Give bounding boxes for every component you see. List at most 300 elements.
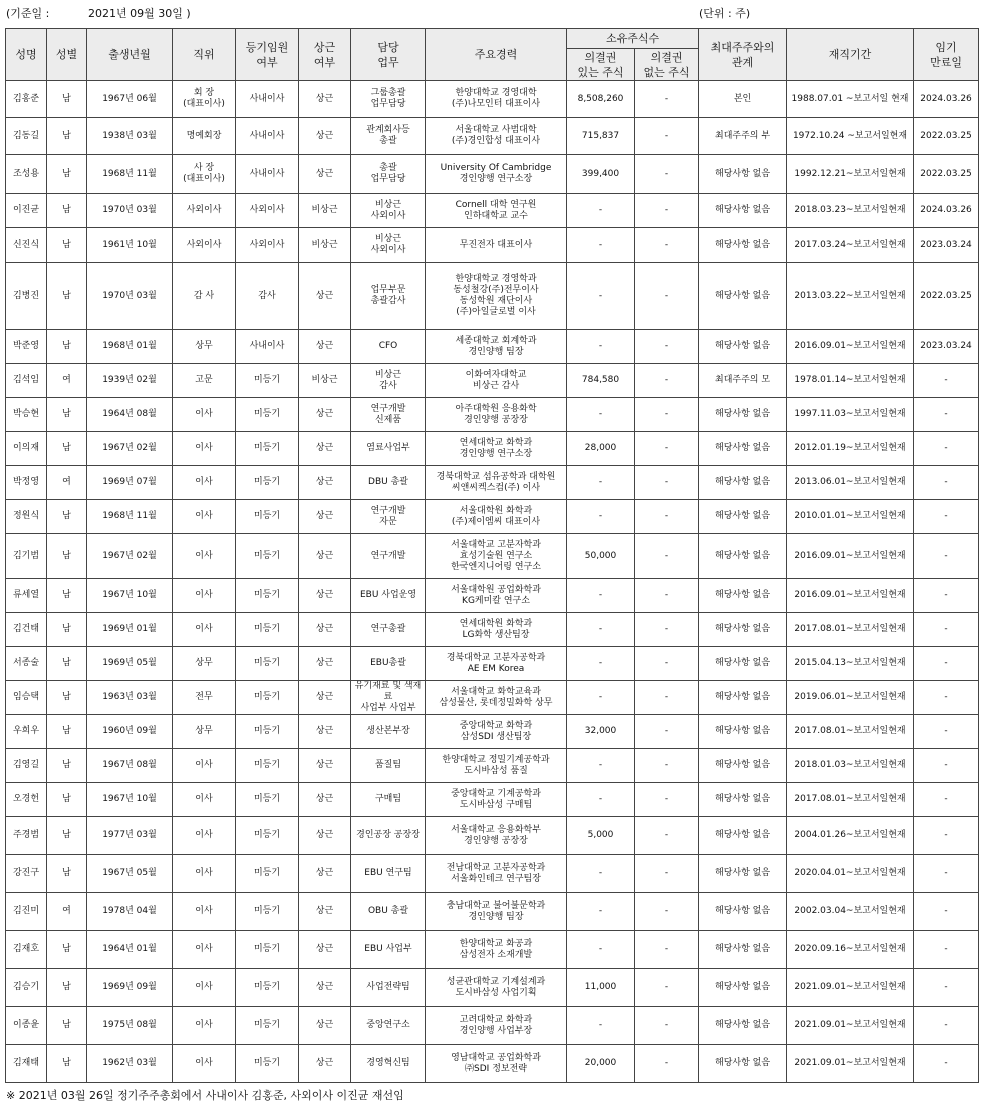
table-row bbox=[6, 931, 979, 969]
cell-name: 이진균 bbox=[6, 194, 47, 228]
cell-career: 한양대학교 화공과 삼성전자 소재개발 bbox=[426, 931, 567, 969]
cell-term: - bbox=[914, 893, 979, 931]
cell-voting: 715,837 bbox=[567, 118, 635, 155]
cell-name: 김홍준 bbox=[6, 81, 47, 118]
cell-term: - bbox=[914, 534, 979, 579]
base-date-label: (기준일 : bbox=[6, 7, 50, 20]
cell-registered: 미등기 bbox=[236, 893, 299, 931]
cell-term: - bbox=[914, 613, 979, 647]
cell-career: 서울대학교 고분자학과 효성기술원 연구소 한국엔지니어링 연구소 bbox=[426, 534, 567, 579]
cell-registered: 미등기 bbox=[236, 466, 299, 500]
cell-registered: 미등기 bbox=[236, 681, 299, 715]
table-row bbox=[6, 579, 979, 613]
table-row bbox=[6, 715, 979, 749]
cell-term: 2023.03.24 bbox=[914, 228, 979, 263]
cell-birth: 1977년 03월 bbox=[87, 817, 173, 855]
cell-registered: 사외이사 bbox=[236, 194, 299, 228]
cell-fulltime: 상근 bbox=[299, 783, 351, 817]
cell-position: 이사 bbox=[173, 466, 236, 500]
cell-relation: 해당사항 없음 bbox=[699, 931, 787, 969]
cell-gender: 남 bbox=[47, 1045, 87, 1083]
cell-name: 조성용 bbox=[6, 155, 47, 194]
cell-relation: 해당사항 없음 bbox=[699, 855, 787, 893]
cell-career: 전남대학교 고분자공학과 서울화인테크 연구팀장 bbox=[426, 855, 567, 893]
cell-gender: 남 bbox=[47, 647, 87, 681]
cell-relation: 해당사항 없음 bbox=[699, 579, 787, 613]
cell-fulltime: 상근 bbox=[299, 969, 351, 1007]
cell-nonvoting: - bbox=[635, 81, 699, 118]
cell-position: 고문 bbox=[173, 364, 236, 398]
cell-registered: 미등기 bbox=[236, 969, 299, 1007]
cell-nonvoting: - bbox=[635, 500, 699, 534]
base-date-value: 2021년 09월 30일 ) bbox=[88, 7, 191, 20]
cell-name: 이종윤 bbox=[6, 1007, 47, 1045]
cell-nonvoting: - bbox=[635, 118, 699, 155]
cell-term: - bbox=[914, 749, 979, 783]
cell-nonvoting: - bbox=[635, 613, 699, 647]
cell-nonvoting: - bbox=[635, 931, 699, 969]
cell-gender: 남 bbox=[47, 500, 87, 534]
cell-fulltime: 비상근 bbox=[299, 194, 351, 228]
cell-career: 한양대학교 경영대학 (주)나모인터 대표이사 bbox=[426, 81, 567, 118]
cell-nonvoting: - bbox=[635, 749, 699, 783]
cell-term: - bbox=[914, 681, 979, 715]
cell-voting: 8,508,260 bbox=[567, 81, 635, 118]
cell-tenure: 2017.03.24~보고서일현재 bbox=[787, 228, 914, 263]
cell-duty: 경영혁신팀 bbox=[351, 1045, 426, 1083]
cell-tenure: 2020.09.16~보고서일현재 bbox=[787, 931, 914, 969]
cell-birth: 1960년 09월 bbox=[87, 715, 173, 749]
cell-duty: 연구총괄 bbox=[351, 613, 426, 647]
cell-position: 상무 bbox=[173, 330, 236, 364]
cell-term: 2024.03.26 bbox=[914, 81, 979, 118]
cell-tenure: 2020.04.01~보고서일현재 bbox=[787, 855, 914, 893]
cell-relation: 해당사항 없음 bbox=[699, 647, 787, 681]
cell-name: 김동길 bbox=[6, 118, 47, 155]
cell-voting: - bbox=[567, 1007, 635, 1045]
cell-position: 이사 bbox=[173, 1007, 236, 1045]
cell-registered: 미등기 bbox=[236, 500, 299, 534]
cell-birth: 1969년 09월 bbox=[87, 969, 173, 1007]
executives-table-body bbox=[6, 81, 979, 1083]
cell-voting: - bbox=[567, 263, 635, 330]
cell-position: 이사 bbox=[173, 855, 236, 893]
cell-fulltime: 상근 bbox=[299, 647, 351, 681]
cell-registered: 미등기 bbox=[236, 647, 299, 681]
cell-voting: - bbox=[567, 466, 635, 500]
cell-duty: CFO bbox=[351, 330, 426, 364]
cell-registered: 미등기 bbox=[236, 534, 299, 579]
cell-birth: 1968년 01월 bbox=[87, 330, 173, 364]
cell-tenure: 2021.09.01~보고서일현재 bbox=[787, 1007, 914, 1045]
cell-career: 연세대학원 화학과 LG화학 생산팀장 bbox=[426, 613, 567, 647]
cell-career: 경북대학교 고분자공학과 AE EM Korea bbox=[426, 647, 567, 681]
table-row bbox=[6, 118, 979, 155]
cell-gender: 남 bbox=[47, 228, 87, 263]
cell-nonvoting: - bbox=[635, 715, 699, 749]
cell-relation: 해당사항 없음 bbox=[699, 398, 787, 432]
cell-duty: OBU 총괄 bbox=[351, 893, 426, 931]
cell-birth: 1969년 05월 bbox=[87, 647, 173, 681]
cell-gender: 남 bbox=[47, 969, 87, 1007]
cell-gender: 남 bbox=[47, 398, 87, 432]
cell-term: - bbox=[914, 432, 979, 466]
cell-voting: - bbox=[567, 398, 635, 432]
cell-gender: 남 bbox=[47, 118, 87, 155]
cell-voting: 50,000 bbox=[567, 534, 635, 579]
cell-registered: 미등기 bbox=[236, 1007, 299, 1045]
cell-duty: 구매팀 bbox=[351, 783, 426, 817]
cell-name: 오경헌 bbox=[6, 783, 47, 817]
cell-duty: EBU 연구팀 bbox=[351, 855, 426, 893]
table-row bbox=[6, 330, 979, 364]
cell-relation: 해당사항 없음 bbox=[699, 330, 787, 364]
cell-fulltime: 상근 bbox=[299, 749, 351, 783]
cell-registered: 사내이사 bbox=[236, 155, 299, 194]
cell-career: 연세대학교 화학과 경인양행 연구소장 bbox=[426, 432, 567, 466]
cell-duty: 총괄 업무담당 bbox=[351, 155, 426, 194]
cell-relation: 해당사항 없음 bbox=[699, 969, 787, 1007]
cell-birth: 1967년 10월 bbox=[87, 579, 173, 613]
cell-name: 김건태 bbox=[6, 613, 47, 647]
cell-tenure: 2017.08.01~보고서일현재 bbox=[787, 783, 914, 817]
cell-name: 김석임 bbox=[6, 364, 47, 398]
col-header-term: 임기 만료일 bbox=[914, 29, 979, 81]
cell-duty: EBU 사업운영 bbox=[351, 579, 426, 613]
table-row bbox=[6, 893, 979, 931]
cell-fulltime: 비상근 bbox=[299, 228, 351, 263]
cell-fulltime: 상근 bbox=[299, 1007, 351, 1045]
cell-birth: 1967년 02월 bbox=[87, 534, 173, 579]
cell-gender: 남 bbox=[47, 613, 87, 647]
cell-relation: 해당사항 없음 bbox=[699, 534, 787, 579]
cell-relation: 해당사항 없음 bbox=[699, 500, 787, 534]
cell-nonvoting: - bbox=[635, 969, 699, 1007]
cell-fulltime: 상근 bbox=[299, 681, 351, 715]
cell-fulltime: 상근 bbox=[299, 855, 351, 893]
col-header-registered: 등기임원 여부 bbox=[236, 29, 299, 81]
table-row bbox=[6, 364, 979, 398]
table-row bbox=[6, 228, 979, 263]
cell-tenure: 1978.01.14~보고서일현재 bbox=[787, 364, 914, 398]
cell-tenure: 2018.03.23~보고서일현재 bbox=[787, 194, 914, 228]
cell-birth: 1969년 07월 bbox=[87, 466, 173, 500]
cell-birth: 1978년 04월 bbox=[87, 893, 173, 931]
cell-fulltime: 상근 bbox=[299, 715, 351, 749]
cell-nonvoting: - bbox=[635, 681, 699, 715]
cell-name: 강진구 bbox=[6, 855, 47, 893]
cell-tenure: 2010.01.01~보고서일현재 bbox=[787, 500, 914, 534]
cell-birth: 1968년 11월 bbox=[87, 155, 173, 194]
cell-voting: 5,000 bbox=[567, 817, 635, 855]
cell-name: 박준영 bbox=[6, 330, 47, 364]
cell-fulltime: 상근 bbox=[299, 534, 351, 579]
cell-voting: - bbox=[567, 330, 635, 364]
cell-name: 박정영 bbox=[6, 466, 47, 500]
cell-voting: 784,580 bbox=[567, 364, 635, 398]
cell-registered: 미등기 bbox=[236, 855, 299, 893]
cell-relation: 최대주주의 부 bbox=[699, 118, 787, 155]
cell-birth: 1970년 03월 bbox=[87, 194, 173, 228]
cell-registered: 미등기 bbox=[236, 783, 299, 817]
table-row bbox=[6, 500, 979, 534]
cell-position: 이사 bbox=[173, 817, 236, 855]
cell-duty: 업무부문 총괄감사 bbox=[351, 263, 426, 330]
cell-voting: 399,400 bbox=[567, 155, 635, 194]
cell-term: - bbox=[914, 398, 979, 432]
cell-voting: - bbox=[567, 893, 635, 931]
table-row bbox=[6, 969, 979, 1007]
cell-position: 이사 bbox=[173, 500, 236, 534]
cell-fulltime: 상근 bbox=[299, 613, 351, 647]
cell-nonvoting: - bbox=[635, 817, 699, 855]
table-row bbox=[6, 1045, 979, 1083]
cell-registered: 미등기 bbox=[236, 749, 299, 783]
cell-tenure: 2012.01.19~보고서일현재 bbox=[787, 432, 914, 466]
cell-registered: 사외이사 bbox=[236, 228, 299, 263]
cell-position: 이사 bbox=[173, 749, 236, 783]
cell-duty: 경인공장 공장장 bbox=[351, 817, 426, 855]
cell-voting: - bbox=[567, 855, 635, 893]
cell-term: 2022.03.25 bbox=[914, 263, 979, 330]
table-row bbox=[6, 783, 979, 817]
cell-fulltime: 상근 bbox=[299, 893, 351, 931]
cell-career: 한양대학교 정밀기계공학과 도시바삼성 품질 bbox=[426, 749, 567, 783]
cell-position: 상무 bbox=[173, 715, 236, 749]
cell-career: 경북대학교 섬유공학과 대학원 씨앤씨켁스컴(주) 이사 bbox=[426, 466, 567, 500]
cell-relation: 해당사항 없음 bbox=[699, 155, 787, 194]
col-header-fulltime: 상근 여부 bbox=[299, 29, 351, 81]
cell-duty: 비상근 사외이사 bbox=[351, 228, 426, 263]
cell-relation: 해당사항 없음 bbox=[699, 817, 787, 855]
cell-nonvoting: - bbox=[635, 228, 699, 263]
table-row bbox=[6, 398, 979, 432]
cell-relation: 해당사항 없음 bbox=[699, 749, 787, 783]
cell-voting: - bbox=[567, 749, 635, 783]
cell-duty: 생산본부장 bbox=[351, 715, 426, 749]
cell-position: 이사 bbox=[173, 432, 236, 466]
cell-registered: 미등기 bbox=[236, 817, 299, 855]
cell-term: 2023.03.24 bbox=[914, 330, 979, 364]
cell-relation: 해당사항 없음 bbox=[699, 613, 787, 647]
cell-name: 김승기 bbox=[6, 969, 47, 1007]
cell-tenure: 2013.06.01~보고서일현재 bbox=[787, 466, 914, 500]
col-header-career: 주요경력 bbox=[426, 29, 567, 81]
cell-relation: 해당사항 없음 bbox=[699, 263, 787, 330]
cell-duty: 연구개발 신제품 bbox=[351, 398, 426, 432]
col-header-shares: 소유주식수 bbox=[567, 29, 699, 49]
table-row bbox=[6, 749, 979, 783]
cell-career: Cornell 대학 연구원 인하대학교 교수 bbox=[426, 194, 567, 228]
cell-duty: 중앙연구소 bbox=[351, 1007, 426, 1045]
cell-term: - bbox=[914, 817, 979, 855]
cell-gender: 남 bbox=[47, 855, 87, 893]
cell-fulltime: 상근 bbox=[299, 155, 351, 194]
cell-nonvoting: - bbox=[635, 893, 699, 931]
cell-birth: 1967년 10월 bbox=[87, 783, 173, 817]
cell-gender: 남 bbox=[47, 194, 87, 228]
cell-duty: EBU총괄 bbox=[351, 647, 426, 681]
cell-relation: 해당사항 없음 bbox=[699, 715, 787, 749]
cell-tenure: 2021.09.01~보고서일현재 bbox=[787, 1045, 914, 1083]
cell-birth: 1939년 02월 bbox=[87, 364, 173, 398]
cell-registered: 미등기 bbox=[236, 432, 299, 466]
cell-gender: 남 bbox=[47, 155, 87, 194]
cell-nonvoting: - bbox=[635, 432, 699, 466]
cell-name: 류세열 bbox=[6, 579, 47, 613]
cell-position: 상무 bbox=[173, 647, 236, 681]
cell-nonvoting: - bbox=[635, 155, 699, 194]
cell-term: - bbox=[914, 1045, 979, 1083]
cell-nonvoting: - bbox=[635, 579, 699, 613]
cell-position: 이사 bbox=[173, 969, 236, 1007]
cell-birth: 1969년 01월 bbox=[87, 613, 173, 647]
cell-relation: 해당사항 없음 bbox=[699, 1007, 787, 1045]
cell-gender: 여 bbox=[47, 364, 87, 398]
cell-term: - bbox=[914, 931, 979, 969]
cell-nonvoting: - bbox=[635, 263, 699, 330]
col-header-gender: 성별 bbox=[47, 29, 87, 81]
cell-birth: 1964년 01월 bbox=[87, 931, 173, 969]
cell-fulltime: 상근 bbox=[299, 432, 351, 466]
cell-registered: 미등기 bbox=[236, 931, 299, 969]
cell-career: University Of Cambridge 경인양행 연구소장 bbox=[426, 155, 567, 194]
cell-name: 신진식 bbox=[6, 228, 47, 263]
executives-table bbox=[5, 28, 979, 1083]
cell-duty: EBU 사업부 bbox=[351, 931, 426, 969]
cell-registered: 미등기 bbox=[236, 579, 299, 613]
cell-gender: 남 bbox=[47, 783, 87, 817]
cell-name: 김영길 bbox=[6, 749, 47, 783]
table-row bbox=[6, 155, 979, 194]
cell-voting: - bbox=[567, 579, 635, 613]
cell-relation: 해당사항 없음 bbox=[699, 466, 787, 500]
cell-voting: - bbox=[567, 228, 635, 263]
cell-relation: 해당사항 없음 bbox=[699, 783, 787, 817]
table-row bbox=[6, 432, 979, 466]
cell-birth: 1970년 03월 bbox=[87, 263, 173, 330]
cell-career: 서울대학원 공업화학과 KG케미칼 연구소 bbox=[426, 579, 567, 613]
cell-career: 아주대학원 응용화학 경인양행 공장장 bbox=[426, 398, 567, 432]
cell-fulltime: 상근 bbox=[299, 466, 351, 500]
cell-registered: 미등기 bbox=[236, 1045, 299, 1083]
cell-duty: 그룹총괄 업무담당 bbox=[351, 81, 426, 118]
cell-duty: 비상근 사외이사 bbox=[351, 194, 426, 228]
cell-gender: 남 bbox=[47, 749, 87, 783]
cell-position: 감 사 bbox=[173, 263, 236, 330]
cell-fulltime: 상근 bbox=[299, 931, 351, 969]
cell-gender: 여 bbox=[47, 466, 87, 500]
cell-gender: 남 bbox=[47, 432, 87, 466]
cell-fulltime: 상근 bbox=[299, 500, 351, 534]
cell-career: 세종대학교 회계학과 경인양행 팀장 bbox=[426, 330, 567, 364]
cell-duty: 사업전략팀 bbox=[351, 969, 426, 1007]
cell-nonvoting: - bbox=[635, 534, 699, 579]
cell-nonvoting: - bbox=[635, 1007, 699, 1045]
cell-career: 고려대학교 화학과 경인양행 사업부장 bbox=[426, 1007, 567, 1045]
cell-career: 중앙대학교 기계공학과 도시바삼성 구매팀 bbox=[426, 783, 567, 817]
cell-position: 이사 bbox=[173, 398, 236, 432]
cell-term: - bbox=[914, 783, 979, 817]
cell-position: 회 장 (대표이사) bbox=[173, 81, 236, 118]
cell-fulltime: 상근 bbox=[299, 263, 351, 330]
cell-term: - bbox=[914, 579, 979, 613]
cell-career: 무진전자 대표이사 bbox=[426, 228, 567, 263]
cell-career: 서울대학교 응용화학부 경인양행 공장장 bbox=[426, 817, 567, 855]
col-header-nonvoting: 의결권 없는 주식 bbox=[635, 49, 699, 81]
cell-voting: 20,000 bbox=[567, 1045, 635, 1083]
table-row bbox=[6, 534, 979, 579]
cell-birth: 1961년 10월 bbox=[87, 228, 173, 263]
cell-position: 이사 bbox=[173, 1045, 236, 1083]
cell-tenure: 2018.01.03~보고서일현재 bbox=[787, 749, 914, 783]
cell-tenure: 2021.09.01~보고서일현재 bbox=[787, 969, 914, 1007]
cell-tenure: 2002.03.04~보고서일현재 bbox=[787, 893, 914, 931]
cell-gender: 남 bbox=[47, 715, 87, 749]
cell-position: 명예회장 bbox=[173, 118, 236, 155]
col-header-tenure: 재직기간 bbox=[787, 29, 914, 81]
cell-term: 2022.03.25 bbox=[914, 118, 979, 155]
cell-fulltime: 상근 bbox=[299, 579, 351, 613]
cell-name: 우희우 bbox=[6, 715, 47, 749]
cell-gender: 남 bbox=[47, 931, 87, 969]
cell-duty: 염료사업부 bbox=[351, 432, 426, 466]
cell-name: 김병진 bbox=[6, 263, 47, 330]
cell-nonvoting: - bbox=[635, 855, 699, 893]
cell-voting: - bbox=[567, 931, 635, 969]
col-header-voting: 의결권 있는 주식 bbox=[567, 49, 635, 81]
table-row bbox=[6, 613, 979, 647]
cell-nonvoting: - bbox=[635, 194, 699, 228]
cell-position: 이사 bbox=[173, 783, 236, 817]
cell-registered: 사내이사 bbox=[236, 81, 299, 118]
cell-career: 서울대학교 화학교육과 삼성물산, 롯데정밀화학 상무 bbox=[426, 681, 567, 715]
cell-tenure: 2015.04.13~보고서일현재 bbox=[787, 647, 914, 681]
cell-career: 성균관대학교 기계설계과 도시바삼성 사업기획 bbox=[426, 969, 567, 1007]
cell-gender: 남 bbox=[47, 81, 87, 118]
table-row bbox=[6, 681, 979, 715]
cell-gender: 남 bbox=[47, 817, 87, 855]
cell-gender: 남 bbox=[47, 681, 87, 715]
cell-voting: 11,000 bbox=[567, 969, 635, 1007]
col-header-position: 직위 bbox=[173, 29, 236, 81]
cell-relation: 해당사항 없음 bbox=[699, 432, 787, 466]
table-row bbox=[6, 1007, 979, 1045]
cell-career: 이화여자대학교 비상근 감사 bbox=[426, 364, 567, 398]
cell-registered: 미등기 bbox=[236, 364, 299, 398]
cell-registered: 감사 bbox=[236, 263, 299, 330]
table-row bbox=[6, 81, 979, 118]
cell-voting: - bbox=[567, 783, 635, 817]
cell-name: 정원식 bbox=[6, 500, 47, 534]
col-header-birth: 출생년월 bbox=[87, 29, 173, 81]
cell-gender: 여 bbox=[47, 893, 87, 931]
cell-tenure: 1972.10.24 ~보고서일현재 bbox=[787, 118, 914, 155]
cell-term: - bbox=[914, 500, 979, 534]
cell-fulltime: 상근 bbox=[299, 398, 351, 432]
cell-tenure: 2016.09.01~보고서일현재 bbox=[787, 579, 914, 613]
cell-position: 사외이사 bbox=[173, 194, 236, 228]
cell-relation: 최대주주의 모 bbox=[699, 364, 787, 398]
cell-term: - bbox=[914, 715, 979, 749]
cell-fulltime: 상근 bbox=[299, 1045, 351, 1083]
table-row bbox=[6, 263, 979, 330]
cell-position: 이사 bbox=[173, 534, 236, 579]
cell-voting: - bbox=[567, 613, 635, 647]
cell-duty: DBU 총괄 bbox=[351, 466, 426, 500]
cell-voting: 28,000 bbox=[567, 432, 635, 466]
cell-relation: 본인 bbox=[699, 81, 787, 118]
